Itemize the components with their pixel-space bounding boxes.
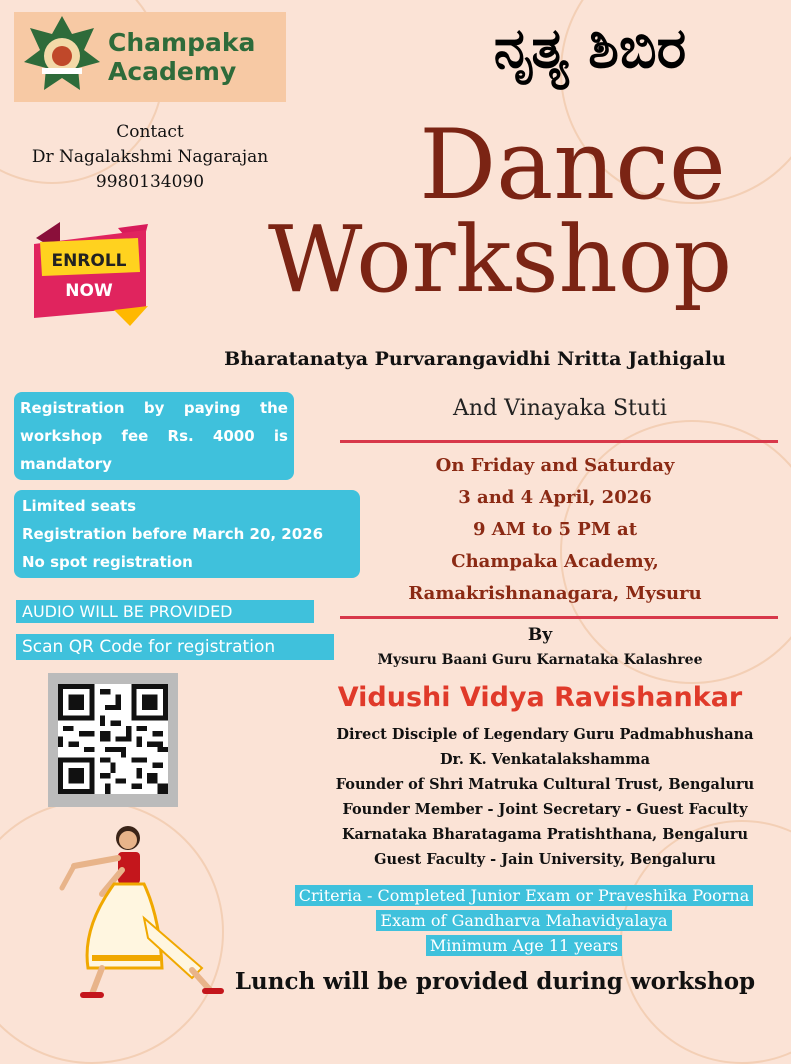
bio-line: Karnataka Bharatagama Pratishthana, Bengaluru <box>341 826 749 843</box>
logo-text <box>108 28 255 86</box>
logo-line2: Academy <box>108 57 237 86</box>
contact-heading: Contact <box>116 122 184 142</box>
divider-line <box>340 440 778 443</box>
title-kannada: ನೃತ್ಯ ಶಿಬಿರ <box>493 16 687 81</box>
by-label: By <box>527 625 553 645</box>
guru-name: Vidushi Vidya Ravishankar <box>337 682 743 713</box>
contact-phone: 9980134090 <box>95 172 205 192</box>
criteria-box <box>278 883 770 958</box>
seats-line: No spot registration <box>22 553 193 571</box>
guru-title: Mysuru Baani Guru Karnataka Kalashree <box>377 652 703 668</box>
qr-code-icon[interactable] <box>58 683 168 795</box>
enroll-line2: NOW <box>65 281 113 301</box>
logo-line1: Champaka <box>108 28 256 57</box>
event-line: 9 AM to 5 PM at <box>472 519 638 540</box>
title-workshop: Workshop <box>267 206 733 313</box>
scan-qr-note: Scan QR Code for registration <box>16 634 334 660</box>
event-line: 3 and 4 April, 2026 <box>458 487 652 508</box>
guru-bio <box>300 722 790 872</box>
event-line: On Friday and Saturday <box>435 455 675 476</box>
lunch-note: Lunch will be provided during workshop <box>234 968 756 995</box>
criteria-line: Exam of Gandharva Mahavidyalaya <box>376 910 671 931</box>
academy-logo-icon <box>22 14 102 94</box>
seats-note <box>14 490 360 578</box>
workshop-subtitle: Bharatanatya Purvarangavidhi Nritta Jathigalu <box>224 348 726 370</box>
event-line: Champaka Academy, <box>451 551 659 572</box>
audio-note: AUDIO WILL BE PROVIDED <box>16 600 314 623</box>
workshop-subtitle-2: And Vinayaka Stuti <box>453 396 667 421</box>
seats-line: Limited seats <box>22 497 137 515</box>
bio-line: Founder Member - Joint Secretary - Guest Faculty <box>342 801 748 818</box>
criteria-line: Criteria - Completed Junior Exam or Praveshika Poorna <box>295 885 754 906</box>
title-dance: Dance <box>419 109 726 221</box>
enroll-now-button[interactable] <box>30 246 148 306</box>
enroll-line1: ENROLL <box>51 251 127 271</box>
event-details <box>340 450 770 610</box>
event-line: Ramakrishnanagara, Mysuru <box>408 583 702 604</box>
contact-block <box>0 120 300 195</box>
registration-note: Registration by paying the workshop fee Rs. 4000 is mandatory <box>14 392 294 480</box>
bio-line: Founder of Shri Matruka Cultural Trust, Bengaluru <box>335 776 755 793</box>
contact-name: Dr Nagalakshmi Nagarajan <box>31 147 269 167</box>
divider-line <box>340 616 778 619</box>
bio-line: Guest Faculty - Jain University, Bengaluru <box>374 851 716 868</box>
bio-line: Dr. K. Venkatalakshamma <box>439 751 651 768</box>
seats-line: Registration before March 20, 2026 <box>22 525 324 543</box>
criteria-line: Minimum Age 11 years <box>426 935 622 956</box>
bio-line: Direct Disciple of Legendary Guru Padmabhushana <box>336 726 754 743</box>
